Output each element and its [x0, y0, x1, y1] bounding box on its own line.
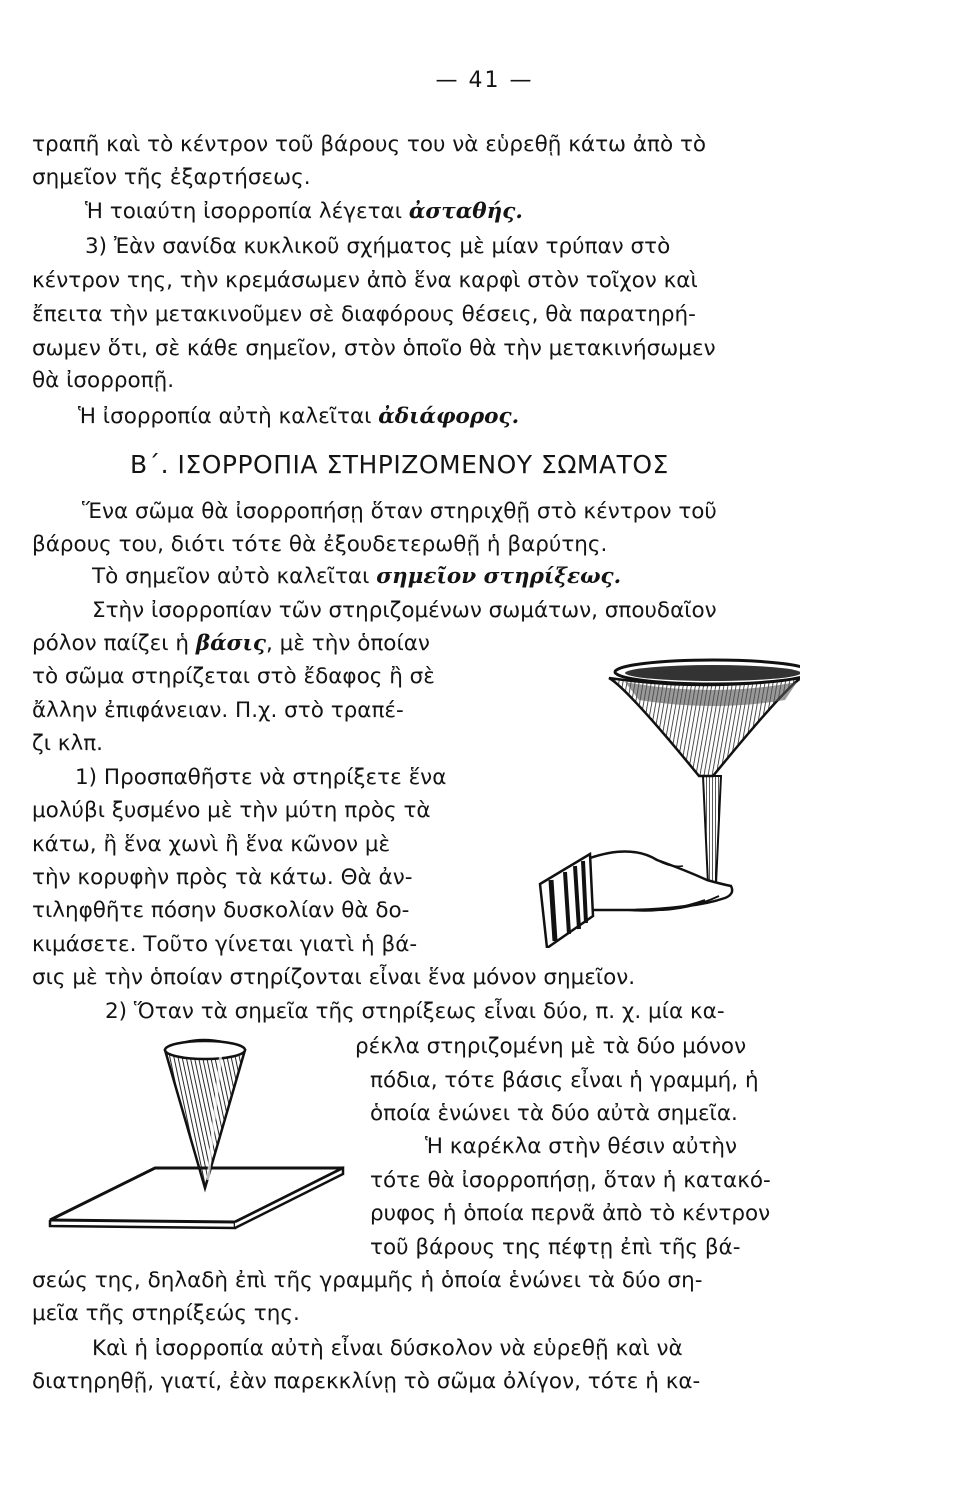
base-suffix: , μὲ τὴν ὁποίαν [265, 631, 430, 656]
text-line: βάρους του, διότι τότε θὰ ἐξουδετερωθῇ ἡ βαρύτης. [32, 532, 608, 557]
text-line: Ἕνα σῶμα θὰ ἰσορροπήσῃ ὅταν στηριχθῇ στὸ κέντρον τοῦ [82, 499, 717, 524]
text-line: 2) Ὅταν τὰ σημεῖα τῆς στηρίξεως εἶναι δύο, π. χ. μία κα- [105, 999, 725, 1024]
funnel-on-hand-illustration [535, 648, 800, 948]
text-line: θὰ ἰσορροπῇ. [32, 368, 175, 393]
term-indifferent: ἀδιάφορος. [378, 404, 520, 429]
text-line: Καὶ ἡ ἰσορροπία αὐτὴ εἶναι δύσκολον νὰ εὑρεθῇ καὶ νὰ [92, 1336, 683, 1361]
text-line: ζι κλπ. [32, 731, 103, 756]
text-line: σις μὲ τὴν ὁποίαν στηρίζονται εἶναι ἕνα μόνον σημεῖον. [32, 965, 636, 990]
text-line: μεῖα τῆς στηρίξεώς της. [32, 1301, 300, 1326]
text-line: τὸ σῶμα στηρίζεται στὸ ἔδαφος ἢ σὲ [32, 664, 435, 689]
text-line: τιληφθῆτε πόσην δυσκολίαν θὰ δο- [32, 898, 410, 923]
cone-on-board-illustration [45, 1030, 350, 1235]
text-line: ρέκλα στηριζομένη μὲ τὰ δύο μόνον [355, 1034, 747, 1059]
text-line: πόδια, τότε βάσις εἶναι ἡ γραμμή, ἡ [370, 1068, 759, 1093]
text-line: κιμάσετε. Τοῦτο γίνεται γιατὶ ἡ βά- [32, 932, 418, 957]
term-support-point: σημεῖον στηρίξεως. [376, 564, 622, 589]
text-line: 1) Προσπαθῆστε νὰ στηρίξετε ἕνα [75, 765, 447, 790]
text-line: σωμεν ὅτι, σὲ κάθε σημεῖον, στὸν ὁποῖο θὰ τὴν μετακινήσωμεν [32, 336, 716, 361]
text-line: ἄλλην ἐπιφάνειαν. Π.χ. στὸ τραπέ- [32, 698, 404, 723]
text-line: ἔπειτα τὴν μετακινοῦμεν σὲ διαφόρους θέσεις, θὰ παρατηρή- [32, 302, 696, 327]
text-line: τοῦ βάρους της πέφτῃ ἐπὶ τῆς βά- [370, 1235, 741, 1260]
text-line [92, 562, 621, 592]
text-line: Ἡ καρέκλα στὴν θέσιν αὐτὴν [425, 1134, 738, 1159]
page-number: — 41 — [435, 68, 534, 93]
support-prefix: Τὸ σημεῖον αὐτὸ καλεῖται [92, 564, 377, 589]
text-line [78, 402, 519, 432]
base-prefix: ρόλον παίζει ἡ [32, 631, 196, 656]
text-line: τραπῆ καὶ τὸ κέντρον τοῦ βάρους του νὰ εὑρεθῇ κάτω ἀπὸ τὸ [32, 132, 707, 157]
text-line: 3) Ἐὰν σανίδα κυκλικοῦ σχήματος μὲ μίαν τρύπαν στὸ [85, 234, 671, 259]
text-line: μολύβι ξυσμένο μὲ τὴν μύτη πρὸς τὰ [32, 798, 431, 823]
text-line: ὁποία ἑνώνει τὰ δύο αὐτὰ σημεῖα. [370, 1101, 738, 1126]
stable-prefix: Ἡ τοιαύτη ἰσορροπία λέγεται [85, 199, 409, 224]
text-line: σημεῖον τῆς ἐξαρτήσεως. [32, 165, 311, 190]
indifferent-prefix: Ἡ ἰσορροπία αὐτὴ καλεῖται [78, 404, 379, 429]
text-line: κέντρον της, τὴν κρεμάσωμεν ἀπὸ ἕνα καρφὶ στὸν τοῖχον καὶ [32, 268, 698, 293]
text-line: ρυφος ἡ ὁποία περνᾶ ἀπὸ τὸ κέντρον [370, 1201, 771, 1226]
term-unstable: ἀσταθής. [408, 199, 523, 224]
text-line: τότε θὰ ἰσορροπήσῃ, ὅταν ἡ κατακό- [370, 1168, 771, 1193]
text-line [32, 629, 430, 659]
text-line: σεώς της, δηλαδὴ ἐπὶ τῆς γραμμῆς ἡ ὁποία ἑνώνει τὰ δύο ση- [32, 1268, 703, 1293]
text-line: κάτω, ἢ ἕνα χωνὶ ἢ ἕνα κῶνον μὲ [32, 832, 391, 857]
text-line: τὴν κορυφὴν πρὸς τὰ κάτω. Θὰ ἀν- [32, 865, 413, 890]
term-base: βάσις [195, 631, 266, 656]
section-heading: Β΄. ΙΣΟΡΡΟΠΙΑ ΣΤΗΡΙΖΟΜΕΝΟΥ ΣΩΜΑΤΟΣ [130, 450, 669, 479]
text-line: Στὴν ἰσορροπίαν τῶν στηριζομένων σωμάτων, σπουδαῖον [92, 598, 717, 623]
text-line [85, 197, 523, 227]
text-line: διατηρηθῇ, γιατί, ἐὰν παρεκκλίνῃ τὸ σῶμα ὀλίγον, τότε ἡ κα- [32, 1369, 701, 1394]
